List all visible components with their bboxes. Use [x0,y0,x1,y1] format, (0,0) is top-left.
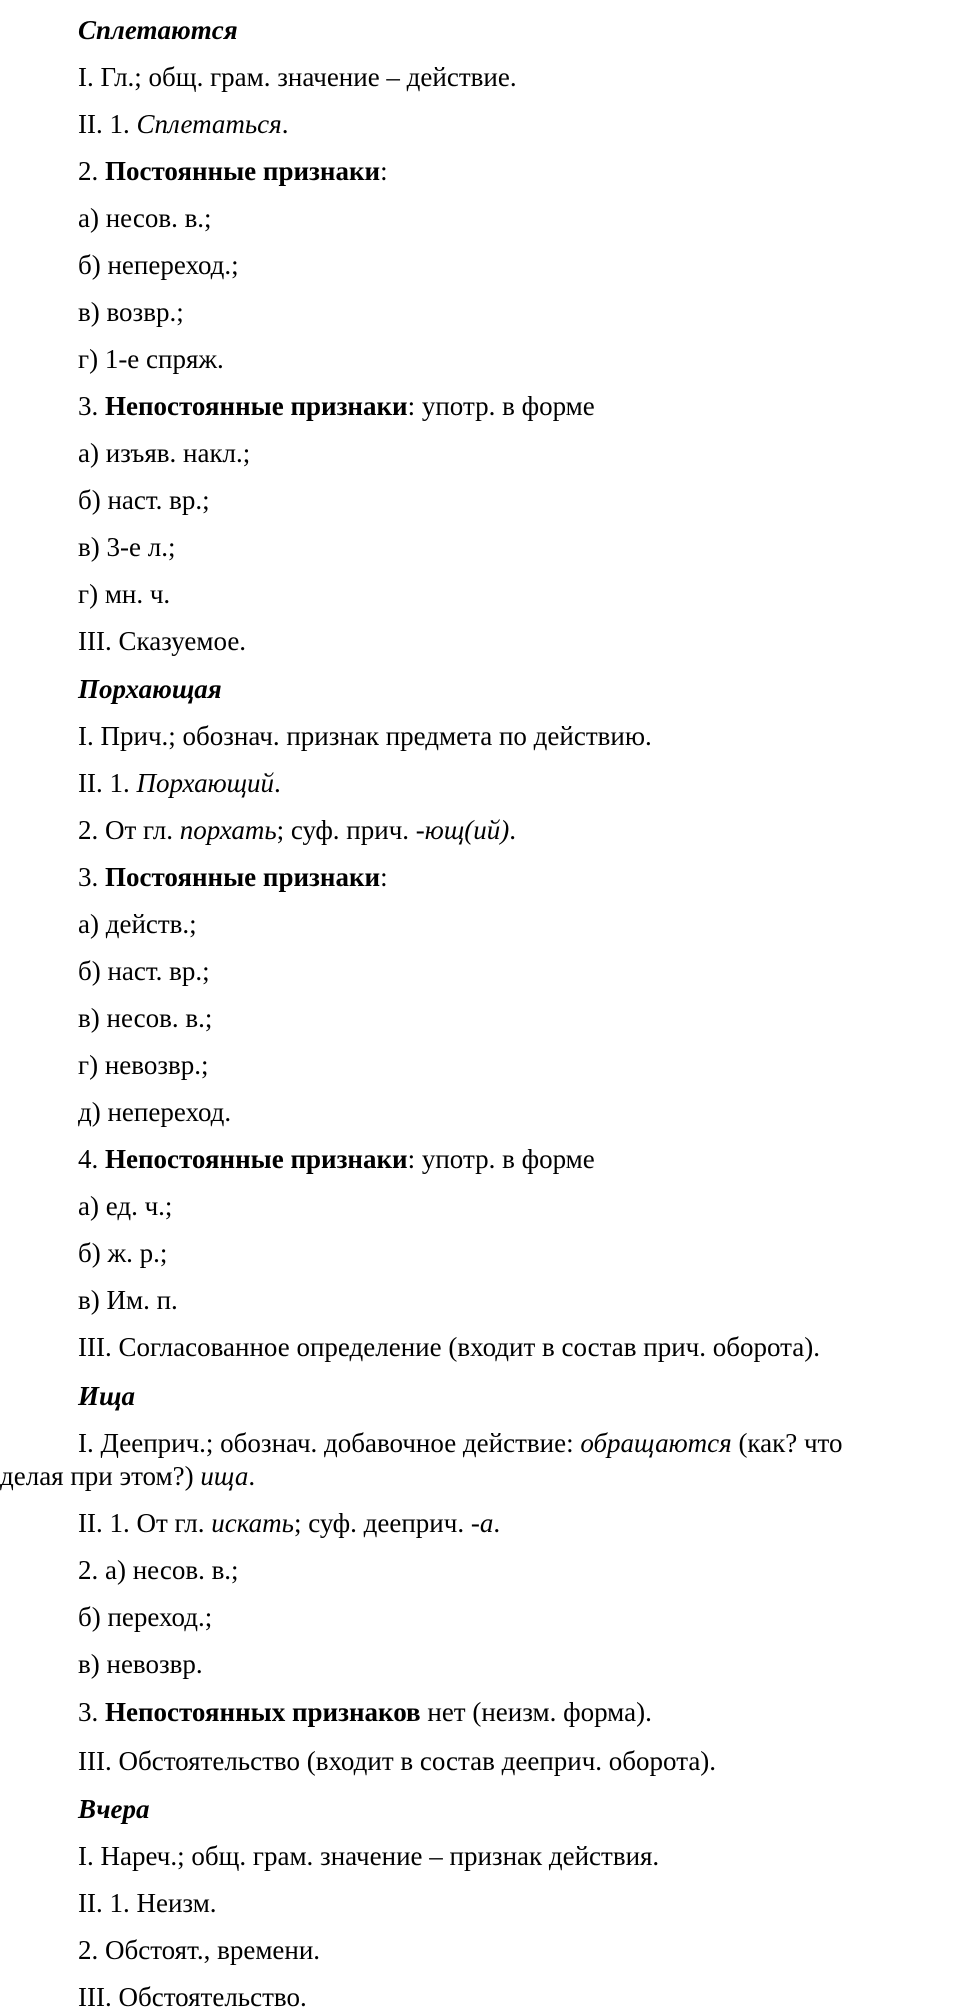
analysis-line [78,532,175,562]
text-run: II. 1. [78,768,137,798]
text-run: б) наст. вр.; [78,956,210,986]
analysis-line [78,579,170,609]
italic-word: обращаются [580,1428,732,1458]
italic-word: Сплетаться [136,109,282,139]
bold-term: Постоянные признаки [105,862,381,892]
italic-word: ища [200,1461,249,1491]
text-run: нет (неизм. форма). [420,1697,652,1727]
text-run: а) изъяв. накл.; [78,438,251,468]
analysis-line [78,862,388,892]
text-run: делая при этом?) [0,1461,201,1491]
text-run: б) наст. вр.; [78,485,210,515]
text-run: б) непереход.; [78,250,239,280]
text-run: в) невозвр. [78,1649,203,1679]
italic-word: порхать [179,815,277,845]
text-run: : употр. в форме [407,391,595,421]
analysis-line [78,1097,231,1127]
analysis-line [78,391,595,421]
analysis-line [78,626,246,656]
analysis-line [78,1649,203,1679]
analysis-line [78,1191,172,1221]
analysis-line [78,1888,217,1918]
analysis-line [78,156,388,186]
analysis-line [78,1238,167,1268]
text-run: I. Гл.; общ. грам. значение – действие. [78,62,517,92]
analysis-line [78,721,652,751]
text-run: III. Обстоятельство. [78,1982,307,2012]
text-run: (как? что [731,1428,843,1458]
text-run: III. Сказуемое. [78,626,247,656]
analysis-line [78,297,184,327]
text-run: ; суф. дееприч. - [293,1508,480,1538]
italic-word: Порхающий [136,768,274,798]
text-run: а) действ.; [78,909,197,939]
text-run: II. 1. Неизм. [78,1888,217,1918]
text-run: б) ж. р.; [78,1238,168,1268]
text-run: 2. [78,156,105,186]
text-run: III. Обстоятельство (входит в состав дееприч. оборота). [78,1746,717,1776]
analysis-line [78,1332,820,1362]
text-run: 2. От гл. [78,815,180,845]
text-run: II. 1. [78,109,137,139]
analysis-line [78,1746,716,1776]
analysis-line [78,768,281,798]
text-run: : употр. в форме [407,1144,595,1174]
text-run: . [248,1461,256,1491]
analysis-line [78,1428,843,1458]
analysis-line [78,344,224,374]
analysis-line [78,1003,212,1033]
word-heading: Вчера [78,1794,150,1824]
italic-word: -ющ(ий) [415,815,510,845]
text-run: 2. а) несов. в.; [78,1555,239,1585]
analysis-line [78,203,212,233]
text-run: в) возвр.; [78,297,184,327]
text-run: II. 1. От гл. [78,1508,212,1538]
text-run: ; суф. прич. [276,815,416,845]
word-heading: Ища [78,1381,135,1411]
italic-word: а [479,1508,494,1538]
text-run: I. Прич.; обознач. признак предмета по действию. [78,721,652,751]
text-run: 4. [78,1144,105,1174]
analysis-line [78,62,517,92]
text-run: б) переход.; [78,1602,213,1632]
analysis-line [78,250,239,280]
analysis-line [78,1508,500,1538]
text-run: : [380,862,388,892]
analysis-line [78,956,210,986]
analysis-line [78,1697,652,1727]
bold-term: Непостоянных признаков [105,1697,421,1727]
text-run: в) 3-е л.; [78,532,176,562]
analysis-line [78,815,516,845]
text-run: . [274,768,281,798]
bold-term: Непостоянные признаки [105,391,408,421]
analysis-line [78,109,288,139]
analysis-line [78,1555,239,1585]
text-run: I. Нареч.; общ. грам. значение – признак действия. [78,1841,660,1871]
text-run: I. Дееприч.; обознач. добавочное действие: [78,1428,581,1458]
analysis-line [78,909,197,939]
analysis-line [78,1285,178,1315]
text-run: 3. [78,862,105,892]
text-run: г) 1-е спряж. [78,344,224,374]
text-run: 3. [78,1697,105,1727]
word-heading: Сплетаются [78,15,238,45]
analysis-line [78,1602,212,1632]
text-run: : [380,156,388,186]
text-run: г) невозвр.; [78,1050,209,1080]
text-run: д) непереход. [78,1097,232,1127]
analysis-line [78,1935,320,1965]
text-run: 3. [78,391,105,421]
word-heading: Порхающая [78,674,222,704]
text-run: г) мн. ч. [78,579,171,609]
analysis-line [0,1461,255,1491]
analysis-line [78,1050,208,1080]
text-run: в) Им. п. [78,1285,178,1315]
text-run: . [509,815,516,845]
italic-word: искать [211,1508,294,1538]
bold-term: Непостоянные признаки [105,1144,408,1174]
analysis-line [78,1841,659,1871]
text-run: . [281,109,289,139]
text-run: а) ед. ч.; [78,1191,173,1221]
text-run: . [493,1508,501,1538]
text-run: а) несов. в.; [78,203,212,233]
analysis-line [78,1982,307,2012]
text-run: 2. Обстоят., времени. [78,1935,321,1965]
text-run: в) несов. в.; [78,1003,213,1033]
text-run: III. Согласованное определение (входит в состав прич. оборота). [78,1332,820,1362]
analysis-line [78,438,250,468]
analysis-line [78,485,210,515]
bold-term: Постоянные признаки [105,156,381,186]
analysis-line [78,1144,595,1174]
